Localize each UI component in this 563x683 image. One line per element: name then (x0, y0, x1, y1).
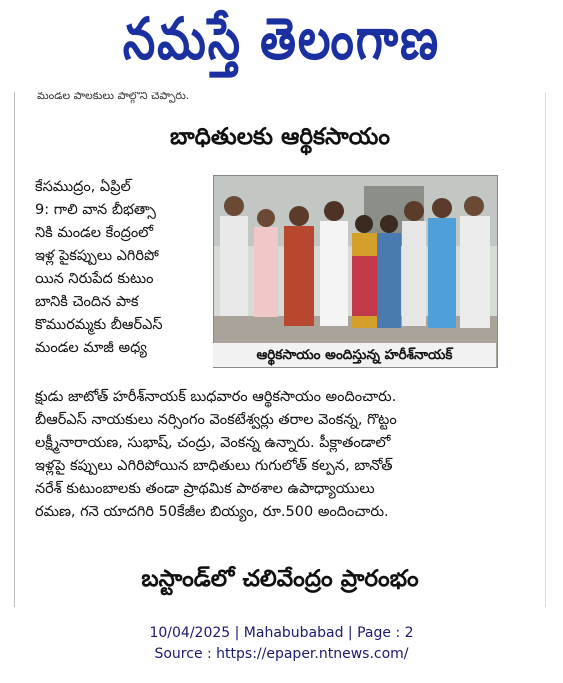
article-line: 9: గాలి వాన బీభత్సా (35, 202, 156, 218)
article-line: కేసముద్రం, ఏప్రిల్ (35, 179, 131, 195)
article-line: బానికి చెందిన పాక (35, 294, 139, 310)
news-clipping (14, 92, 546, 607)
next-article-headline: బస్టాండ్‌లో చలివేంద్రం ప్రారంభం (141, 566, 419, 592)
cut-off-text-line: మండల పాలకులు పాల్గొని చెప్పారు. (37, 92, 190, 102)
masthead-title: నమస్తే తెలంగాణ (122, 4, 441, 73)
article-line: మండల మాజీ అధ్య (35, 340, 147, 356)
footer-date-edition: 10/04/2025 | Mahabubabad | Page : 2 (149, 625, 414, 641)
article-line: బీఆర్ఎస్ నాయకులు నర్సింగం వెంకటేశ్వర్లు తరాల వెంకన్న, గొట్టం (35, 412, 397, 428)
article-line: లక్ష్మీనారాయణ, సుభాష్, చంద్రు, వెంకన్న ఉన్నారు. పీక్లాతండాలో (35, 435, 391, 451)
article-line: ఇళ్ల పైకప్పులు ఎగిరిపో (35, 248, 159, 264)
article-line: కొమురమ్మకు బీఆర్ఎస్ (35, 317, 163, 333)
article-line: ఇళ్లపై కప్పులు ఎగిరిపోయిన బాధితులు గుగులోత్ కల్పన, బానోత్ (35, 458, 393, 474)
group-photo-illustration (214, 176, 497, 367)
article-line: యిన నిరుపేద కుటుం (35, 271, 154, 287)
masthead (0, 0, 563, 92)
news-photo (213, 175, 498, 368)
article-line: నికి మండల కేంద్రంలో (35, 225, 154, 241)
article-line: క్షుడు జాటోత్ హరీశ్‌నాయక్ బుధవారం ఆర్థికసాయం అందించారు. (35, 389, 397, 405)
footer-source-link[interactable]: Source : https://epaper.ntnews.com/ (154, 646, 409, 662)
article-full-width-text (35, 386, 501, 524)
article-headline: బాధితులకు ఆర్థికసాయం (170, 124, 390, 150)
article-line: రమణ, గనె యాదగిరి 50కేజీల బియ్యం, రూ.500 అందించారు. (35, 504, 389, 520)
article-left-column (35, 176, 213, 360)
photo-caption: ఆర్థికసాయం అందిస్తున్న హరీశ్‌నాయక్ (213, 343, 496, 367)
article-line: నరేశ్ కుటుంబాలకు తండా ప్రాథమిక పాఠశాల ఉపాధ్యాయులు (35, 481, 375, 497)
